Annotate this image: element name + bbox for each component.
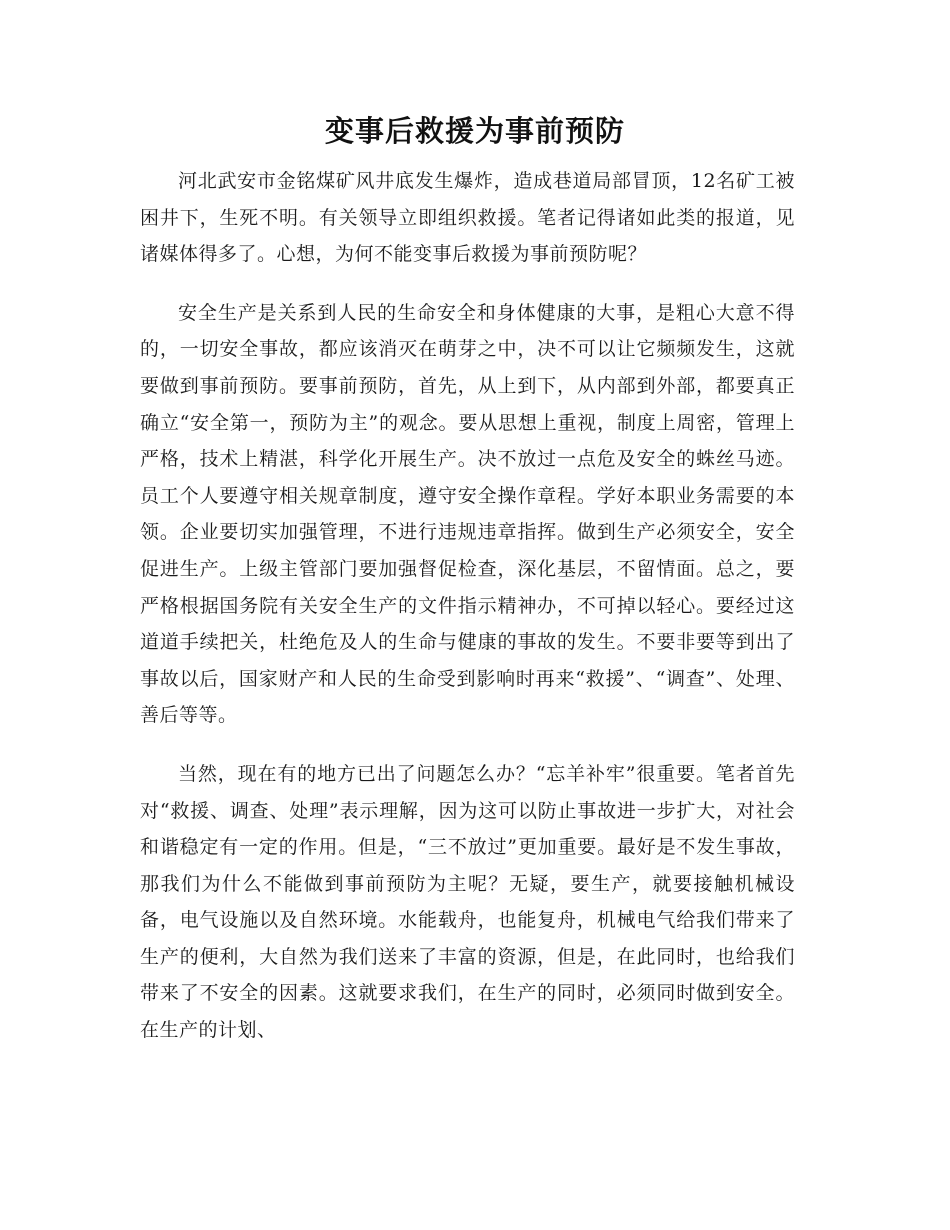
document-body [140, 163, 795, 1071]
paragraph-3: 当然，现在有的地方已出了问题怎么办？“忘羊补牢”很重要。笔者首先对“救援、调查、处理”表示理解，因为这可以防止事故进一步扩大，对社会和谐稳定有一定的作用。但是，“三不放过”更加重要。最好是不发生事故，那我们为什么不能做到事前预防为主呢？无疑，要生产，就要接触机械设备，电气设施以及自然环境。水能载舟，也能复舟，机械电气给我们带来了生产的便利，大自然为我们送来了丰富的资源，但是，在此同时，也给我们带来了不安全的因素。这就要求我们，在生产的同时，必须同时做到安全。在生产的计划、 [140, 762, 795, 1042]
paragraph-1: 河北武安市金铭煤矿风井底发生爆炸，造成巷道局部冒顶，12名矿工被困井下，生死不明。有关领导立即组织救援。笔者记得诸如此类的报道，见诸媒体得多了。心想，为何不能变事后救援为事前预防呢？ [140, 170, 795, 266]
page-title: 变事后救援为事前预防 [324, 114, 625, 148]
paragraph-2: 安全生产是关系到人民的生命安全和身体健康的大事，是粗心大意不得的，一切安全事故，都应该消灭在萌芽之中，决不可以让它频频发生，这就要做到事前预防。要事前预防，首先，从上到下，从内部到外部，都要真正确立“安全第一，预防为主”的观念。要从思想上重视，制度上周密，管理上严格，技术上精湛，科学化开展生产。决不放过一点危及安全的蛛丝马迹。员工个人要遵守相关规章制度，遵守安全操作章程。学好本职业务需要的本领。企业要切实加强管理，不进行违规违章指挥。做到生产必须安全，安全促进生产。上级主管部门要加强督促检查，深化基层，不留情面。总之，要严格根据国务院有关安全生产的文件指示精神办，不可掉以轻心。要经过这道道手续把关，杜绝危及人的生命与健康的事故的发生。不要非要等到出了事故以后，国家财产和人民的生命受到影响时再来“救援”、“调查”、处理、善后等等。 [140, 301, 795, 727]
